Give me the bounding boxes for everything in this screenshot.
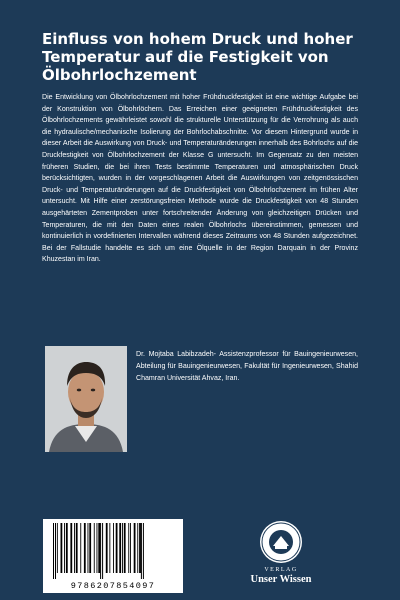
- author-bio: Dr. Mojtaba Labibzadeh- Assistenzprofessor für Bauingenieurwesen, Abteilung für Bauingenieurwesen, Fakultät für Ingenieurwesen, Shahid Chamran Universität Ahvaz, Iran.: [136, 351, 358, 382]
- barcode-bar: [55, 523, 56, 579]
- barcode-bar: [124, 523, 126, 573]
- barcode-bar: [122, 523, 123, 573]
- barcode-bar: [70, 523, 72, 573]
- barcode-bar: [119, 523, 121, 573]
- publisher-label: VERLAG: [264, 567, 298, 573]
- publisher-logo: [231, 520, 331, 585]
- barcode-bar: [88, 523, 89, 573]
- isbn-barcode: [43, 519, 183, 593]
- isbn-number: 9786207854097: [70, 581, 156, 591]
- barcode-bar: [74, 523, 75, 573]
- author-portrait-image: [45, 346, 127, 452]
- publisher-seal-icon: [259, 520, 303, 564]
- barcode-bar: [143, 523, 144, 579]
- barcode-bar: [97, 523, 98, 573]
- barcode-bar: [80, 523, 81, 573]
- book-abstract: Die Entwicklung von Ölbohrlochzement mit hoher Frühdruckfestigkeit ist eine wichtige Aufgabe bei der Konstruktion von Ölbohrlöchern. Das Erreichen einer geeigneten Frühdruckfestigkeit des Ölbohrlochzements gewährleistet sowohl die strukturelle Unterstützung für die Verrohrung als auch die hydraulische/mechanische Isolierung der Bohrlochabschnitte. Vor diesem Hintergrund wurde in dieser Arbeit die Auswirkung von Druck- und Temperaturänderungen innerhalb des Bohrlochs auf die Druckfestigkeit von Ölbohrlochzement der Klasse G untersucht. Im Gegensatz zu den meisten früheren Studien, die bei ihren Tests bestimmte Temperaturen und atmosphärischen Druck berücksichtigten, wurden in der vorgeschlagenen Arbeit die Auswirkungen von zeitgenössischen Druck- und Temperaturänderungen auf die Druckfestigkeit von Ölbohrlochzement im frühen Alter untersucht. Mit Hilfe einer zerstörungsfreien Methode wurde die Druckfestigkeit von 48 Stunden ausgehärteten Zementproben unter fortschreitender Änderung von gleichzeitigen Drücken und Temperaturen, die mit den Daten eines realen Ölbohrlochs übereinstimmen, gemessen und kontinuierlich in vordefinierten Intervallen während dieses Zeitraums von 48 Stunden aufgezeichnet. Bei der Fallstudie handelte es sich um eine Ölquelle in der Region Darquain in der Provinz Khuzestan im Iran.: [42, 94, 358, 264]
- barcode-bar: [89, 523, 91, 573]
- barcode-bar: [53, 523, 54, 579]
- barcode-bar: [76, 523, 78, 573]
- barcode-bar: [98, 523, 100, 573]
- barcode-bars: [43, 519, 183, 581]
- barcode-bar: [94, 523, 95, 573]
- barcode-bar: [102, 523, 103, 579]
- barcode-bar: [100, 523, 101, 579]
- barcode-bar: [134, 523, 136, 573]
- barcode-bar: [128, 523, 129, 573]
- book-title: Einfluss von hohem Druck und hoher Temperatur auf die Festigkeit von Ölbohrlochzement: [42, 30, 353, 84]
- barcode-bar: [61, 523, 63, 573]
- barcode-bar: [139, 523, 141, 573]
- author-photo: [45, 346, 127, 452]
- barcode-bar: [84, 523, 86, 573]
- barcode-bar: [141, 523, 142, 579]
- barcode-bar: [109, 523, 110, 573]
- barcode-bar: [137, 523, 138, 573]
- barcode-bar: [64, 523, 65, 573]
- barcode-bar: [130, 523, 131, 573]
- barcode-bar: [113, 523, 114, 573]
- barcode-bar: [106, 523, 108, 573]
- publisher-name: Unser Wissen: [250, 574, 312, 585]
- barcode-bar: [57, 523, 58, 573]
- barcode-bar: [66, 523, 68, 573]
- barcode-bar: [116, 523, 118, 573]
